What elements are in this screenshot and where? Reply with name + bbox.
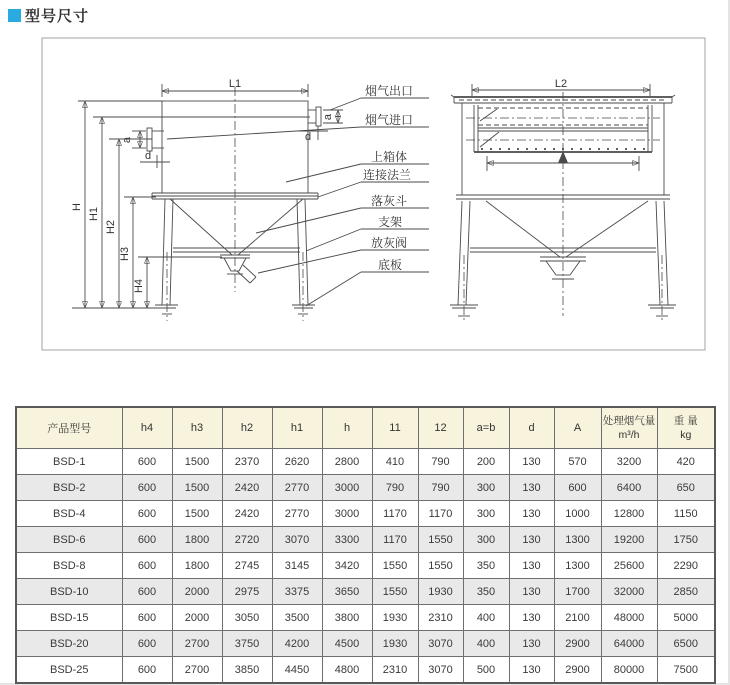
- table-row: [16, 605, 715, 631]
- table-cell: 3300: [322, 527, 372, 553]
- part-label-text: 放灰阀: [371, 236, 408, 250]
- table-cell: 3375: [272, 579, 322, 605]
- table-cell: 790: [418, 449, 463, 475]
- table-cell: 2770: [272, 475, 322, 501]
- table-cell: 1930: [418, 579, 463, 605]
- dim-label-h4: H4: [133, 278, 145, 294]
- table-cell: 130: [509, 657, 554, 684]
- column-header-weight: [657, 407, 715, 449]
- column-header-h4: h4: [122, 407, 172, 449]
- table-cell: 2100: [554, 605, 601, 631]
- table-cell: 1500: [172, 449, 222, 475]
- table-cell: 32000: [601, 579, 657, 605]
- table-cell: 7500: [657, 657, 715, 684]
- table-cell: 3000: [322, 475, 372, 501]
- table-cell: 1500: [172, 475, 222, 501]
- table-cell: 2770: [272, 501, 322, 527]
- part-label-outlet: [330, 83, 429, 110]
- table-cell: 400: [463, 605, 509, 631]
- table-cell: 25600: [601, 553, 657, 579]
- table-cell: 130: [509, 579, 554, 605]
- table-cell: 130: [509, 449, 554, 475]
- table-cell: 500: [463, 657, 509, 684]
- table-cell: 300: [463, 475, 509, 501]
- table-cell: 3850: [222, 657, 272, 684]
- table-cell: BSD-20: [16, 631, 122, 657]
- table-cell: BSD-2: [16, 475, 122, 501]
- table-cell: 3420: [322, 553, 372, 579]
- spec-table-body: [16, 449, 715, 684]
- table-row: [16, 449, 715, 475]
- table-cell: 570: [554, 449, 601, 475]
- part-label-base-plate: [306, 257, 429, 306]
- table-cell: 4800: [322, 657, 372, 684]
- table-cell: 600: [122, 475, 172, 501]
- dim-label-a-inlet: a: [121, 136, 133, 144]
- weight-header-line2: kg: [680, 429, 692, 441]
- table-cell: 4500: [322, 631, 372, 657]
- table-cell: 48000: [601, 605, 657, 631]
- table-cell: 420: [657, 449, 715, 475]
- table-cell: 3070: [272, 527, 322, 553]
- column-header-A: A: [554, 407, 601, 449]
- table-row: [16, 553, 715, 579]
- table-cell: 2370: [222, 449, 272, 475]
- table-cell: 1300: [554, 553, 601, 579]
- header-row: [16, 407, 715, 449]
- column-header-h1: h1: [272, 407, 322, 449]
- table-cell: 650: [657, 475, 715, 501]
- table-cell: 1750: [657, 527, 715, 553]
- part-label-text: 支架: [378, 215, 403, 229]
- table-cell: 2000: [172, 579, 222, 605]
- table-cell: 2850: [657, 579, 715, 605]
- table-row: [16, 579, 715, 605]
- table-cell: 2900: [554, 657, 601, 684]
- table-cell: BSD-1: [16, 449, 122, 475]
- part-label-text: 连接法兰: [363, 168, 412, 182]
- table-cell: BSD-25: [16, 657, 122, 684]
- table-cell: 1500: [172, 501, 222, 527]
- table-cell: 2700: [172, 631, 222, 657]
- flow-header-line1: 处理烟气量: [602, 415, 656, 427]
- table-cell: 400: [463, 631, 509, 657]
- spec-table: [15, 406, 716, 684]
- table-cell: 4450: [272, 657, 322, 684]
- table-cell: 3650: [322, 579, 372, 605]
- table-cell: 1800: [172, 553, 222, 579]
- table-cell: BSD-4: [16, 501, 122, 527]
- column-header-model: 产品型号: [16, 407, 122, 449]
- table-cell: 3145: [272, 553, 322, 579]
- column-header-l2: 12: [418, 407, 463, 449]
- table-cell: 1700: [554, 579, 601, 605]
- dim-label-h3: H3: [119, 246, 131, 262]
- table-cell: 600: [122, 631, 172, 657]
- table-cell: 19200: [601, 527, 657, 553]
- flow-header-line2: m³/h: [618, 429, 640, 441]
- table-cell: 130: [509, 501, 554, 527]
- column-header-a-b: a=b: [463, 407, 509, 449]
- table-cell: 1930: [372, 605, 418, 631]
- table-cell: 2800: [322, 449, 372, 475]
- part-label-support: [306, 214, 429, 251]
- table-cell: BSD-10: [16, 579, 122, 605]
- table-cell: 790: [372, 475, 418, 501]
- table-cell: BSD-8: [16, 553, 122, 579]
- table-cell: 1800: [172, 527, 222, 553]
- table-cell: 12800: [601, 501, 657, 527]
- table-cell: 350: [463, 553, 509, 579]
- table-cell: 2420: [222, 475, 272, 501]
- weight-header-line1: 重 量: [673, 415, 698, 427]
- dim-label-l1: L1: [228, 78, 242, 90]
- table-cell: 600: [122, 579, 172, 605]
- table-cell: 1300: [554, 527, 601, 553]
- dim-label-h1: H1: [88, 206, 100, 222]
- part-label-valve: [258, 235, 429, 273]
- table-cell: 1170: [372, 501, 418, 527]
- table-cell: 5000: [657, 605, 715, 631]
- table-row: [16, 527, 715, 553]
- part-label-flange: [318, 167, 429, 197]
- table-cell: 410: [372, 449, 418, 475]
- column-header-h: h: [322, 407, 372, 449]
- table-cell: 600: [122, 449, 172, 475]
- table-cell: 2720: [222, 527, 272, 553]
- column-header-flow: [601, 407, 657, 449]
- table-cell: 6500: [657, 631, 715, 657]
- dim-label-d-inlet: d: [144, 150, 152, 162]
- table-cell: 2745: [222, 553, 272, 579]
- table-cell: 130: [509, 631, 554, 657]
- table-cell: 2000: [172, 605, 222, 631]
- table-cell: 3200: [601, 449, 657, 475]
- part-label-text: 烟气出口: [365, 84, 414, 98]
- table-row: [16, 501, 715, 527]
- table-cell: 2310: [418, 605, 463, 631]
- table-cell: 1170: [418, 501, 463, 527]
- table-cell: 200: [463, 449, 509, 475]
- table-cell: 130: [509, 475, 554, 501]
- table-cell: 6400: [601, 475, 657, 501]
- table-cell: 600: [122, 527, 172, 553]
- table-row: [16, 657, 715, 684]
- table-cell: 600: [554, 475, 601, 501]
- table-cell: 1550: [418, 527, 463, 553]
- table-cell: 1930: [372, 631, 418, 657]
- table-cell: 2420: [222, 501, 272, 527]
- side-view-drawing: [450, 78, 676, 323]
- table-cell: 350: [463, 579, 509, 605]
- table-cell: 2290: [657, 553, 715, 579]
- table-cell: 1150: [657, 501, 715, 527]
- table-cell: 2975: [222, 579, 272, 605]
- table-cell: 2620: [272, 449, 322, 475]
- part-labels: [167, 83, 429, 306]
- table-cell: 600: [122, 605, 172, 631]
- table-cell: 600: [122, 553, 172, 579]
- front-view-drawing: [71, 78, 343, 321]
- part-label-text: 底板: [378, 258, 403, 272]
- table-cell: 3050: [222, 605, 272, 631]
- table-cell: 2310: [372, 657, 418, 684]
- table-cell: 600: [122, 501, 172, 527]
- table-cell: 130: [509, 527, 554, 553]
- table-row: [16, 631, 715, 657]
- table-cell: 80000: [601, 657, 657, 684]
- table-cell: 4200: [272, 631, 322, 657]
- table-cell: 300: [463, 501, 509, 527]
- table-cell: 3070: [418, 657, 463, 684]
- table-cell: 1550: [372, 579, 418, 605]
- table-cell: 1550: [372, 553, 418, 579]
- part-label-text: 烟气进口: [365, 113, 414, 127]
- table-cell: BSD-6: [16, 527, 122, 553]
- table-cell: BSD-15: [16, 605, 122, 631]
- part-label-text: 落灰斗: [371, 194, 408, 208]
- dim-label-d-outlet: d: [304, 131, 312, 143]
- table-cell: 300: [463, 527, 509, 553]
- dim-label-l2: L2: [554, 78, 568, 90]
- part-label-inlet: [167, 112, 429, 139]
- column-header-h2: h2: [222, 407, 272, 449]
- table-cell: 3750: [222, 631, 272, 657]
- table-cell: 1170: [372, 527, 418, 553]
- table-cell: 2900: [554, 631, 601, 657]
- column-header-l1: 11: [372, 407, 418, 449]
- table-cell: 130: [509, 553, 554, 579]
- table-cell: 3000: [322, 501, 372, 527]
- column-header-d: d: [509, 407, 554, 449]
- table-cell: 1000: [554, 501, 601, 527]
- dim-label-a-outlet: a: [322, 113, 334, 121]
- table-cell: 64000: [601, 631, 657, 657]
- dim-label-h2: H2: [105, 219, 117, 235]
- part-label-text: 上箱体: [371, 150, 408, 164]
- table-cell: 790: [418, 475, 463, 501]
- page-title: 型号尺寸: [25, 7, 90, 25]
- table-cell: 3070: [418, 631, 463, 657]
- table-row: [16, 475, 715, 501]
- table-cell: 600: [122, 657, 172, 684]
- column-header-h3: h3: [172, 407, 222, 449]
- dim-label-h: H: [71, 203, 83, 211]
- table-cell: 2700: [172, 657, 222, 684]
- table-cell: 1550: [418, 553, 463, 579]
- table-cell: 3800: [322, 605, 372, 631]
- table-cell: 3500: [272, 605, 322, 631]
- table-cell: 130: [509, 605, 554, 631]
